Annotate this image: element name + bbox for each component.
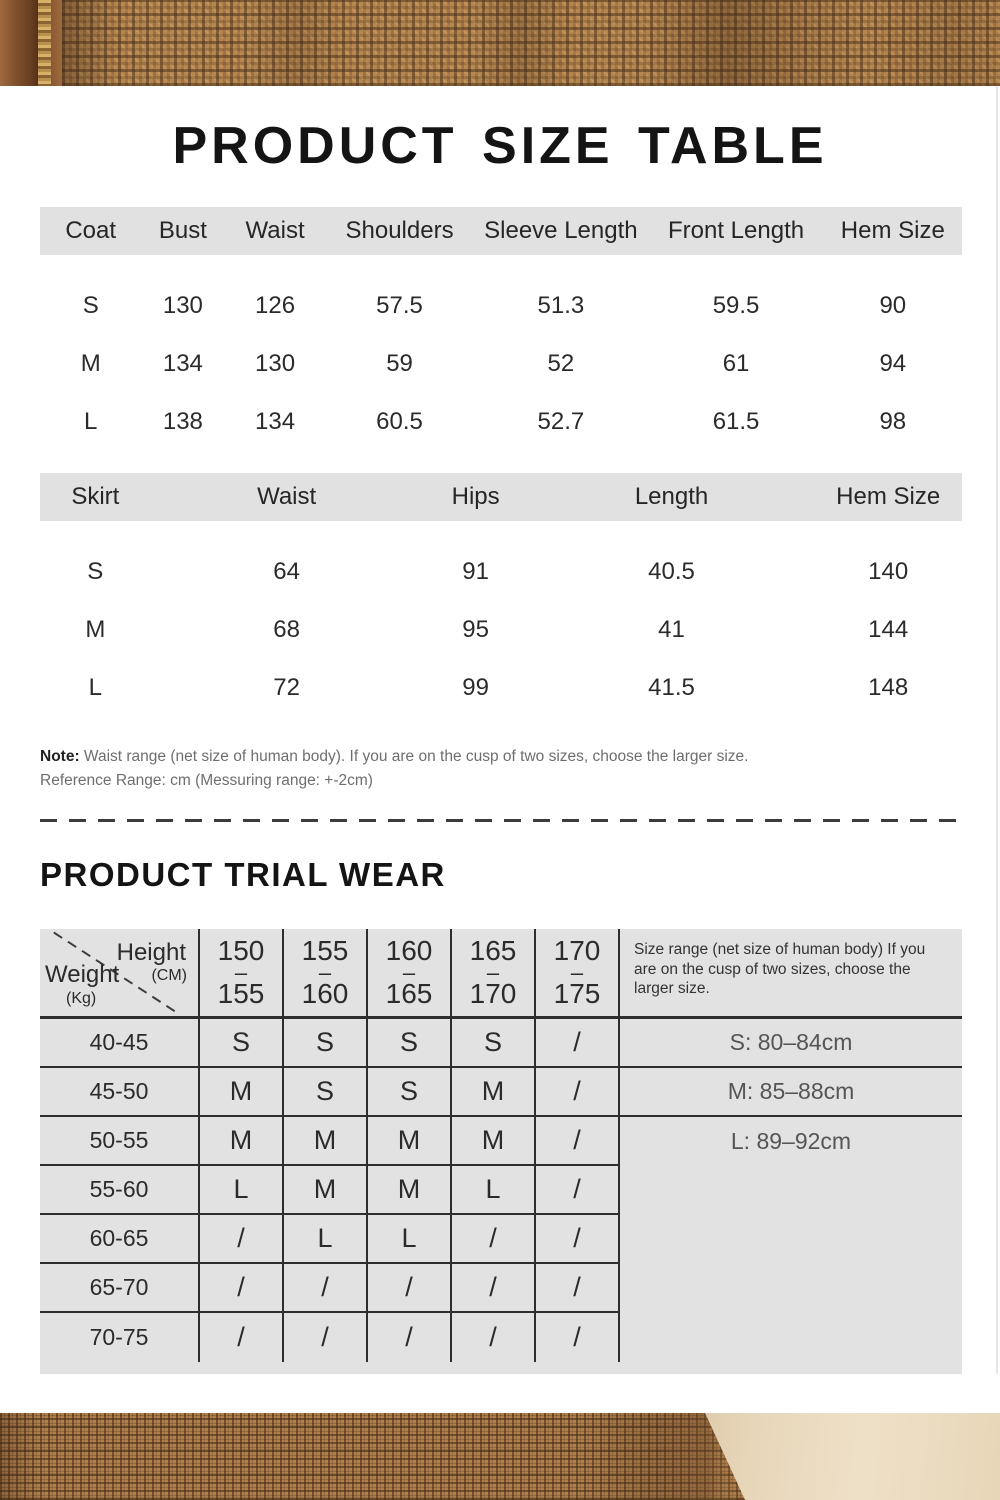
trial-note-empty bbox=[620, 1313, 962, 1362]
table-row bbox=[40, 601, 962, 659]
size-cell: M bbox=[368, 1166, 452, 1215]
height-from: 165 bbox=[469, 935, 517, 966]
jacket-placket bbox=[0, 0, 38, 86]
size-range-m: M: 85–88cm bbox=[620, 1068, 962, 1117]
size-cell: / bbox=[452, 1264, 536, 1313]
height-from: 155 bbox=[301, 935, 349, 966]
cell-hem-size: 144 bbox=[868, 616, 909, 643]
weight-row-label: 65-70 bbox=[40, 1264, 200, 1313]
size-label: L bbox=[84, 408, 98, 435]
height-from: 150 bbox=[217, 935, 265, 966]
cell-shoulders: 59 bbox=[386, 350, 413, 377]
size-cell: S bbox=[284, 1068, 368, 1117]
page-edge-line bbox=[996, 86, 998, 1374]
size-cell: / bbox=[536, 1264, 620, 1313]
column-header-front-length: Front Length bbox=[668, 217, 805, 244]
cell-hem-size: 94 bbox=[879, 350, 907, 377]
table-row bbox=[40, 659, 962, 717]
size-label: M bbox=[85, 616, 106, 643]
size-cell: / bbox=[536, 1215, 620, 1264]
weight-row-label: 70-75 bbox=[40, 1313, 200, 1362]
size-cell: S bbox=[368, 1068, 452, 1117]
trial-wear-table bbox=[40, 929, 962, 1374]
size-cell: / bbox=[200, 1264, 284, 1313]
size-cell: / bbox=[200, 1215, 284, 1264]
height-to: 175 bbox=[553, 978, 601, 1009]
cell-length: 41 bbox=[658, 616, 685, 643]
column-header-shoulders: Shoulders bbox=[345, 217, 454, 244]
cell-waist: 130 bbox=[255, 350, 296, 377]
column-header-waist: Waist bbox=[245, 217, 305, 244]
cell-hem-size: 140 bbox=[868, 558, 909, 585]
size-cell: / bbox=[452, 1313, 536, 1362]
cell-length: 41.5 bbox=[648, 674, 695, 701]
size-cell: L bbox=[284, 1215, 368, 1264]
cell-length: 40.5 bbox=[648, 558, 695, 585]
trial-note-empty bbox=[620, 1264, 962, 1313]
weight-axis-label: Weight bbox=[45, 961, 120, 988]
cell-hips: 95 bbox=[462, 616, 489, 643]
height-column-header bbox=[536, 929, 620, 1019]
size-cell: / bbox=[200, 1313, 284, 1362]
size-cell: / bbox=[368, 1264, 452, 1313]
column-header-length: Length bbox=[634, 483, 709, 510]
size-cell: M bbox=[452, 1117, 536, 1166]
product-photo-top bbox=[0, 0, 1000, 86]
cell-shoulders: 57.5 bbox=[376, 292, 423, 319]
size-cell: / bbox=[284, 1264, 368, 1313]
table-row bbox=[40, 277, 962, 335]
height-column-header bbox=[452, 929, 536, 1019]
cell-waist: 72 bbox=[273, 674, 300, 701]
page-title: PRODUCT SIZE TABLE bbox=[172, 117, 828, 175]
cell-front-length: 61.5 bbox=[712, 408, 760, 435]
size-cell: M bbox=[200, 1117, 284, 1166]
range-dash: – bbox=[318, 960, 332, 985]
height-to: 155 bbox=[217, 978, 265, 1009]
column-header-waist: Waist bbox=[257, 483, 317, 510]
table-row bbox=[40, 393, 962, 451]
weight-axis-unit: (Kg) bbox=[66, 990, 97, 1007]
column-header-bust: Bust bbox=[158, 217, 207, 244]
column-header-skirt: Skirt bbox=[71, 483, 120, 510]
height-from: 160 bbox=[385, 935, 433, 966]
dashed-divider bbox=[40, 819, 962, 822]
cell-front-length: 61 bbox=[722, 350, 750, 377]
skirt-table-header bbox=[40, 473, 962, 521]
size-cell: L bbox=[368, 1215, 452, 1264]
size-cell: L bbox=[452, 1166, 536, 1215]
column-header-hem-size: Hem Size bbox=[840, 217, 945, 244]
height-column-header bbox=[200, 929, 284, 1019]
cell-hem-size: 98 bbox=[879, 408, 907, 435]
size-cell: / bbox=[536, 1166, 620, 1215]
cell-bust: 138 bbox=[162, 408, 203, 435]
weight-row-label: 45-50 bbox=[40, 1068, 200, 1117]
size-cell: / bbox=[452, 1215, 536, 1264]
product-photo-bottom bbox=[0, 1413, 1000, 1500]
column-header-hips: Hips bbox=[451, 483, 500, 510]
size-cell: / bbox=[536, 1313, 620, 1362]
skirt-table-body bbox=[40, 543, 962, 717]
weight-row-label: 60-65 bbox=[40, 1215, 200, 1264]
coat-table-body bbox=[40, 277, 962, 451]
cell-hem-size: 148 bbox=[868, 674, 909, 701]
height-column-header bbox=[284, 929, 368, 1019]
size-label: M bbox=[80, 350, 101, 377]
size-cell: / bbox=[368, 1313, 452, 1362]
cell-shoulders: 60.5 bbox=[376, 408, 423, 435]
note-line bbox=[40, 745, 962, 769]
size-cell: M bbox=[284, 1166, 368, 1215]
size-range-l: L: 89–92cm bbox=[730, 1128, 852, 1154]
cell-sleeve-length: 52.7 bbox=[537, 408, 585, 435]
column-header-coat: Coat bbox=[65, 217, 117, 244]
size-cell: / bbox=[536, 1019, 620, 1068]
cell-sleeve-length: 52 bbox=[547, 350, 575, 377]
cell-waist: 126 bbox=[255, 292, 296, 319]
cell-waist: 68 bbox=[273, 616, 300, 643]
range-dash: – bbox=[402, 960, 416, 985]
size-cell: / bbox=[536, 1068, 620, 1117]
height-axis-label: Height bbox=[116, 939, 186, 966]
trial-corner-cell bbox=[40, 929, 200, 1019]
range-dash: – bbox=[234, 960, 248, 985]
cell-front-length: 59.5 bbox=[712, 292, 760, 319]
height-to: 170 bbox=[469, 978, 517, 1009]
coat-table-header bbox=[40, 207, 962, 255]
height-column-header bbox=[368, 929, 452, 1019]
size-cell: L bbox=[200, 1166, 284, 1215]
note-label: Note: bbox=[40, 748, 80, 765]
size-cell: S bbox=[284, 1019, 368, 1068]
cell-waist: 134 bbox=[255, 408, 296, 435]
height-from: 170 bbox=[553, 935, 601, 966]
size-range-s: S: 80–84cm bbox=[620, 1019, 962, 1068]
houndstooth-fabric bbox=[0, 1413, 1000, 1500]
height-axis-unit: (CM) bbox=[151, 967, 187, 984]
weight-row-label: 55-60 bbox=[40, 1166, 200, 1215]
size-cell: / bbox=[284, 1313, 368, 1362]
weight-row-label: 50-55 bbox=[40, 1117, 200, 1166]
cell-hips: 99 bbox=[462, 674, 489, 701]
cell-hips: 91 bbox=[462, 558, 489, 585]
houndstooth-fabric bbox=[62, 0, 1000, 86]
height-to: 160 bbox=[301, 978, 349, 1009]
jacket-placket-inner bbox=[51, 0, 62, 86]
trial-note-empty bbox=[620, 1166, 962, 1215]
trial-side-note: Size range (net size of human body) If you are on the cusp of two sizes, choose the larger size. bbox=[620, 929, 962, 1019]
size-cell: M bbox=[452, 1068, 536, 1117]
size-cell: S bbox=[200, 1019, 284, 1068]
height-to: 165 bbox=[385, 978, 433, 1009]
size-label: S bbox=[82, 292, 99, 319]
size-label: L bbox=[88, 674, 102, 701]
size-cell: / bbox=[536, 1117, 620, 1166]
weight-row-label: 40-45 bbox=[40, 1019, 200, 1068]
note-text: Waist range (net size of human body). If you are on the cusp of two sizes, choose the larger size. bbox=[79, 748, 749, 765]
trial-note-empty bbox=[620, 1215, 962, 1264]
zipper-icon bbox=[38, 0, 51, 86]
trial-wear-title: PRODUCT TRIAL WEAR bbox=[40, 856, 446, 893]
column-header-hem-size: Hem Size bbox=[836, 483, 941, 510]
reference-range-text: Reference Range: cm (Messuring range: +-2cm) bbox=[40, 772, 373, 789]
cell-hem-size: 90 bbox=[879, 292, 907, 319]
column-header-sleeve-length: Sleeve Length bbox=[484, 217, 638, 244]
cell-waist: 64 bbox=[273, 558, 300, 585]
size-notes bbox=[40, 745, 962, 793]
cell-sleeve-length: 51.3 bbox=[537, 292, 585, 319]
size-cell: M bbox=[284, 1117, 368, 1166]
size-cell: S bbox=[368, 1019, 452, 1068]
size-cell: M bbox=[200, 1068, 284, 1117]
range-dash: – bbox=[486, 960, 500, 985]
table-row bbox=[40, 335, 962, 393]
cell-bust: 130 bbox=[162, 292, 203, 319]
table-row bbox=[40, 543, 962, 601]
cell-bust: 134 bbox=[162, 350, 203, 377]
range-dash: – bbox=[570, 960, 584, 985]
size-label: S bbox=[87, 558, 104, 585]
size-cell: M bbox=[368, 1117, 452, 1166]
size-cell: S bbox=[452, 1019, 536, 1068]
